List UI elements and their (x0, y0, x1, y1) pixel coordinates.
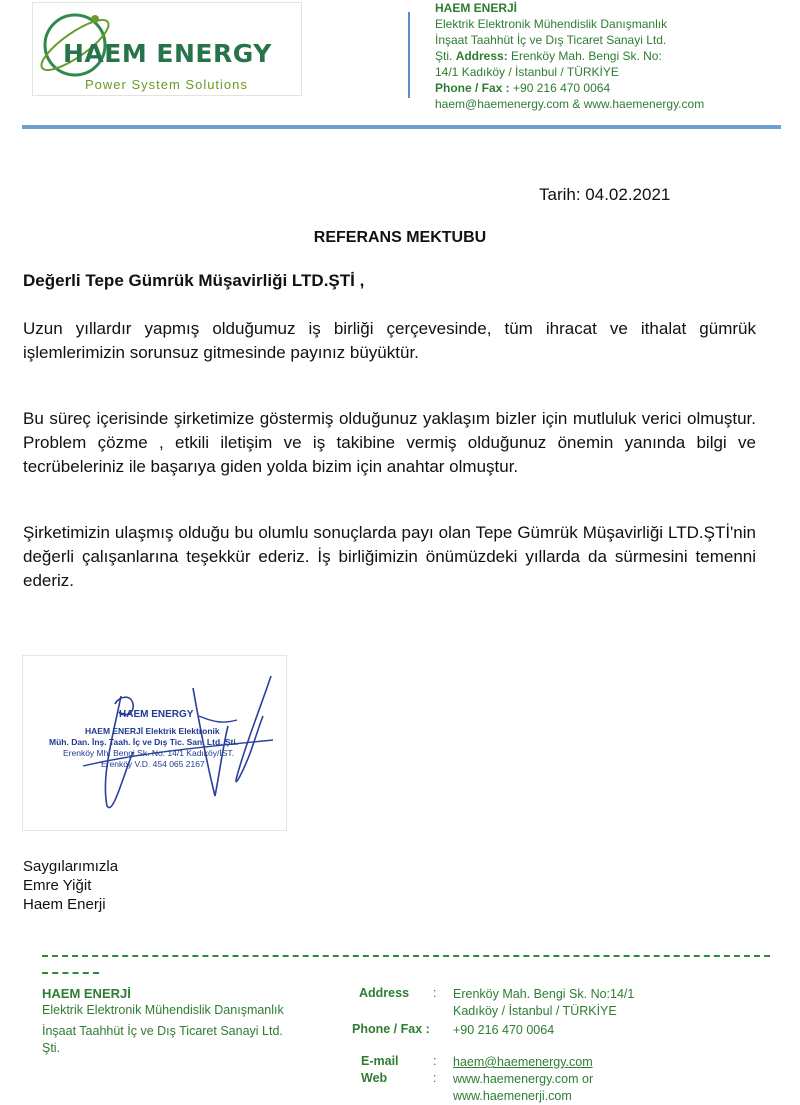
footer-phone: +90 216 470 0064 (453, 1023, 555, 1037)
signer-company: Haem Enerji (23, 896, 106, 913)
closing-salutation: Saygılarımızla (23, 858, 119, 875)
footer-dashed-rule (42, 955, 770, 957)
stamp-line-4: Erenköy Mh. Bengi Sk. No: 14/1 Kadıköy/İST. (63, 748, 235, 758)
footer-line-1: Elektrik Elektronik Mühendislik Danışmanlık (42, 1003, 284, 1017)
footer-web (453, 1071, 593, 1105)
signer-name: Emre Yiğit (23, 877, 92, 894)
header-line-3 (435, 48, 795, 64)
footer-web-label: Web (361, 1071, 388, 1085)
letter-paragraph-1: Uzun yıllardır yapmış olduğumuz iş birliği çerçevesinde, tüm ihracat ve ithalat gümrük işlemlerimizin sorunsuz gitmesinde payınız büyüktür. (23, 319, 756, 362)
header-line-1: Elektrik Elektronik Mühendislik Danışmanlık (435, 17, 668, 31)
logo-tagline: Power System Solutions (85, 77, 248, 92)
footer-line-2: İnşaat Taahhüt İç ve Dış Ticaret Sanayi Ltd. (42, 1024, 283, 1038)
closing-block (23, 857, 118, 914)
header-line-3-prefix: Şti. (435, 49, 453, 63)
header-company-name: HAEM ENERJİ (435, 1, 518, 15)
footer-address-line-1: Erenköy Mah. Bengi Sk. No:14/1 (453, 987, 635, 1001)
footer-dashed-rule-continued (42, 972, 99, 974)
stamp-line-1: HAEM ENERGY (119, 709, 194, 720)
footer-phone-label: Phone / Fax : (352, 1022, 430, 1036)
header-phone-row (435, 80, 795, 96)
company-logo (32, 2, 302, 96)
header-phone-label: Phone / Fax : (435, 81, 510, 95)
footer-web-line-1[interactable]: www.haemenergy.com or (453, 1072, 594, 1086)
footer-email-colon: : (433, 1054, 437, 1068)
header-address-label: Address: (455, 49, 508, 63)
footer-company-name: HAEM ENERJİ (42, 986, 131, 1001)
footer-address (453, 986, 634, 1020)
signature-stamp-box (22, 655, 287, 831)
footer-email-label: E-mail (361, 1054, 399, 1068)
letter-paragraph-2: Bu süreç içerisinde şirketimize göstermiş olduğunuz yaklaşım bizler için mutluluk verici olmuştur. Problem çözme , etkili iletişim ve iş takibine vermiş olduğunuz önemin yanında bilgi ve tecrübeleriniz ile başarıya giden yolda bizim için anahtar olmuştur. (23, 409, 756, 476)
letter-title: REFERANS MEKTUBU (313, 229, 487, 246)
footer-web-colon: : (433, 1071, 437, 1085)
letter-date: Tarih: 04.02.2021 (539, 185, 671, 204)
footer-email-link[interactable]: haem@haemenergy.com (453, 1055, 593, 1069)
footer-address-label: Address (359, 986, 410, 1000)
header-phone: +90 216 470 0064 (513, 81, 611, 95)
header-rule (22, 125, 781, 129)
header-divider (408, 12, 410, 98)
header-address-part2: 14/1 Kadıköy / İstanbul / TÜRKİYE (435, 65, 619, 79)
letter-paragraph-3: Şirketimizin ulaşmış olduğu bu olumlu sonuçlarda payı olan Tepe Gümrük Müşavirliği LTD.ŞTİ'nin değerli çalışanlarına teşekkür ederiz. İş birliğimizin önümüzdeki yıllarda da sürmesini temenni ederiz. (23, 523, 756, 590)
header-address-part1: Erenköy Mah. Bengi Sk. No: (511, 49, 662, 63)
stamp-line-5: Erenköy V.D. 454 065 2167 (101, 759, 205, 769)
letter-greeting: Değerli Tepe Gümrük Müşavirliği LTD.ŞTİ , (23, 271, 365, 290)
footer-line-3: Şti. (42, 1041, 61, 1055)
header-line-2: İnşaat Taahhüt İç ve Dış Ticaret Sanayi Ltd. (435, 33, 667, 47)
header-email-web: haem@haemenergy.com & www.haemenergy.com (435, 97, 705, 111)
footer-address-colon: : (433, 986, 437, 1000)
header-contact-block (435, 0, 795, 112)
stamp-line-2: HAEM ENERJİ Elektrik Elektronik (85, 726, 220, 736)
footer-web-line-2[interactable]: www.haemenerji.com (453, 1089, 572, 1103)
stamp-line-3: Müh. Dan. İnş. Taah. İç ve Dış Tic. San. Ltd. Şti. (49, 737, 239, 747)
footer-address-line-2: Kadıköy / İstanbul / TÜRKİYE (453, 1004, 617, 1018)
footer-company-block (42, 985, 332, 1057)
logo-name: HAEM ENERGY (63, 39, 272, 68)
